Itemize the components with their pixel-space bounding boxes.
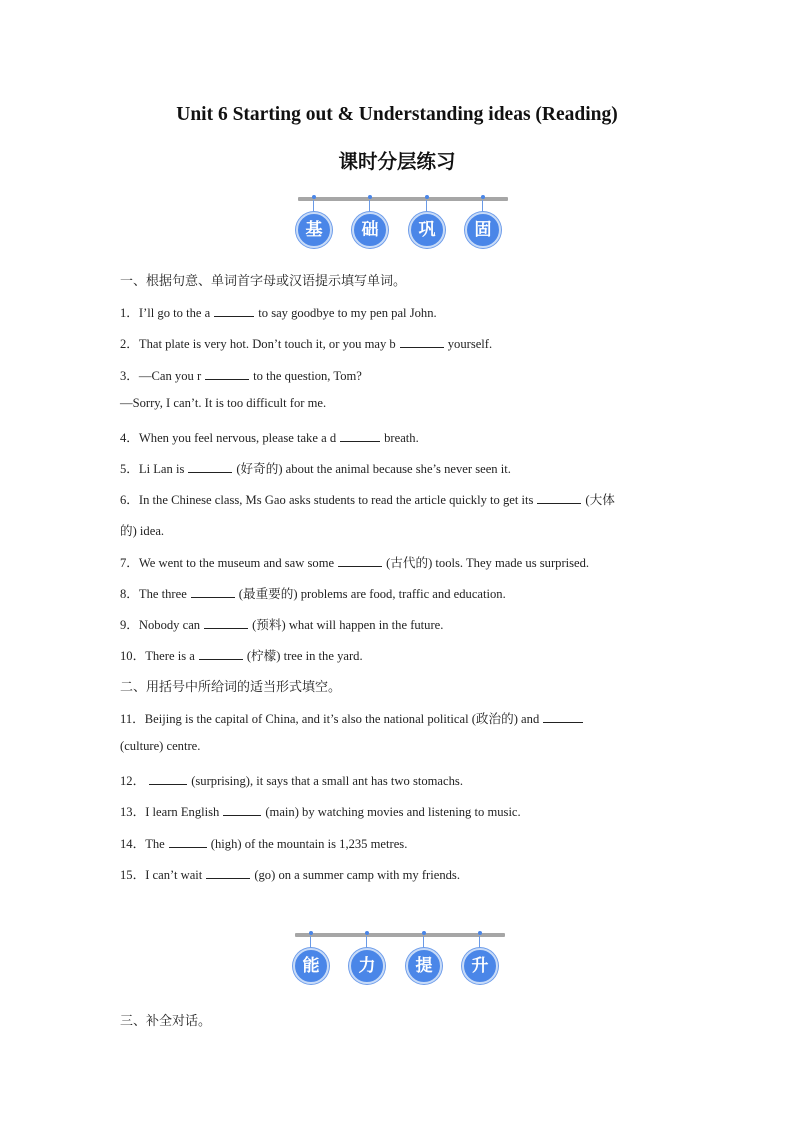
banner-badge: 固 xyxy=(465,212,501,248)
banner-tick xyxy=(478,931,482,935)
answer-blank[interactable] xyxy=(199,648,243,660)
banner-badge: 提 xyxy=(406,948,442,984)
banner-tick xyxy=(481,195,485,199)
section-heading-2: 二、用括号中所给词的适当形式填空。 xyxy=(120,680,342,695)
question-7: 7．We went to the museum and saw some (古代的) tools. They made us surprised. xyxy=(120,556,590,570)
answer-blank[interactable] xyxy=(543,711,583,723)
question-8: 8．The three (最重要的) problems are food, traffic and education. xyxy=(120,587,506,601)
question-1: 1．I’ll go to the a to say goodbye to my pen pal John. xyxy=(120,306,437,320)
question-9: 9．Nobody can (预料) what will happen in the future. xyxy=(120,618,444,632)
answer-blank[interactable] xyxy=(205,368,249,380)
question-6-cont: 的) idea. xyxy=(120,524,165,538)
page-subtitle: 课时分层练习 xyxy=(338,150,456,173)
banner-bar xyxy=(295,933,505,937)
answer-blank[interactable] xyxy=(537,492,581,504)
question-4: 4．When you feel nervous, please take a d breath. xyxy=(120,431,419,445)
banner-tick xyxy=(312,195,316,199)
page-title: Unit 6 Starting out & Understanding ideas (Reading) xyxy=(176,104,618,125)
question-12: 12． (surprising), it says that a small ant has two stomachs. xyxy=(120,774,463,788)
banner-badge: 础 xyxy=(352,212,388,248)
answer-blank[interactable] xyxy=(214,305,254,317)
question-6: 6．In the Chinese class, Ms Gao asks students to read the article quickly to get its (大体 xyxy=(120,493,615,507)
answer-blank[interactable] xyxy=(223,804,261,816)
answer-blank[interactable] xyxy=(400,336,444,348)
section-heading-3: 三、补全对话。 xyxy=(120,1014,212,1029)
section-banner-advanced xyxy=(295,933,505,993)
banner-badge: 巩 xyxy=(409,212,445,248)
banner-badge: 能 xyxy=(293,948,329,984)
banner-tick xyxy=(422,931,426,935)
question-2: 2．That plate is very hot. Don’t touch it, or you may b yourself. xyxy=(120,337,493,351)
banner-badge: 升 xyxy=(462,948,498,984)
banner-badge: 基 xyxy=(296,212,332,248)
question-14: 14．The (high) of the mountain is 1,235 metres. xyxy=(120,837,408,851)
question-11-cont: (culture) centre. xyxy=(120,739,201,753)
question-3-reply: —Sorry, I can’t. It is too difficult for me. xyxy=(120,396,327,410)
section-heading-1: 一、根据句意、单词首字母或汉语提示填写单词。 xyxy=(120,274,407,289)
banner-badge: 力 xyxy=(349,948,385,984)
answer-blank[interactable] xyxy=(188,461,232,473)
answer-blank[interactable] xyxy=(149,773,187,785)
banner-tick xyxy=(309,931,313,935)
question-10: 10．There is a (柠檬) tree in the yard. xyxy=(120,649,363,663)
banner-tick xyxy=(365,931,369,935)
section-banner-basic xyxy=(298,197,508,257)
question-5: 5．Li Lan is (好奇的) about the animal because she’s never seen it. xyxy=(120,462,511,476)
banner-bar xyxy=(298,197,508,201)
question-13: 13．I learn English (main) by watching movies and listening to music. xyxy=(120,805,521,819)
answer-blank[interactable] xyxy=(191,586,235,598)
answer-blank[interactable] xyxy=(340,430,380,442)
answer-blank[interactable] xyxy=(169,836,207,848)
question-15: 15．I can’t wait (go) on a summer camp with my friends. xyxy=(120,868,460,882)
answer-blank[interactable] xyxy=(338,555,382,567)
answer-blank[interactable] xyxy=(206,867,250,879)
banner-tick xyxy=(425,195,429,199)
question-11: 11．Beijing is the capital of China, and it’s also the national political (政治的) and xyxy=(120,708,587,727)
banner-tick xyxy=(368,195,372,199)
question-3: 3．—Can you r to the question, Tom? xyxy=(120,369,362,383)
answer-blank[interactable] xyxy=(204,617,248,629)
